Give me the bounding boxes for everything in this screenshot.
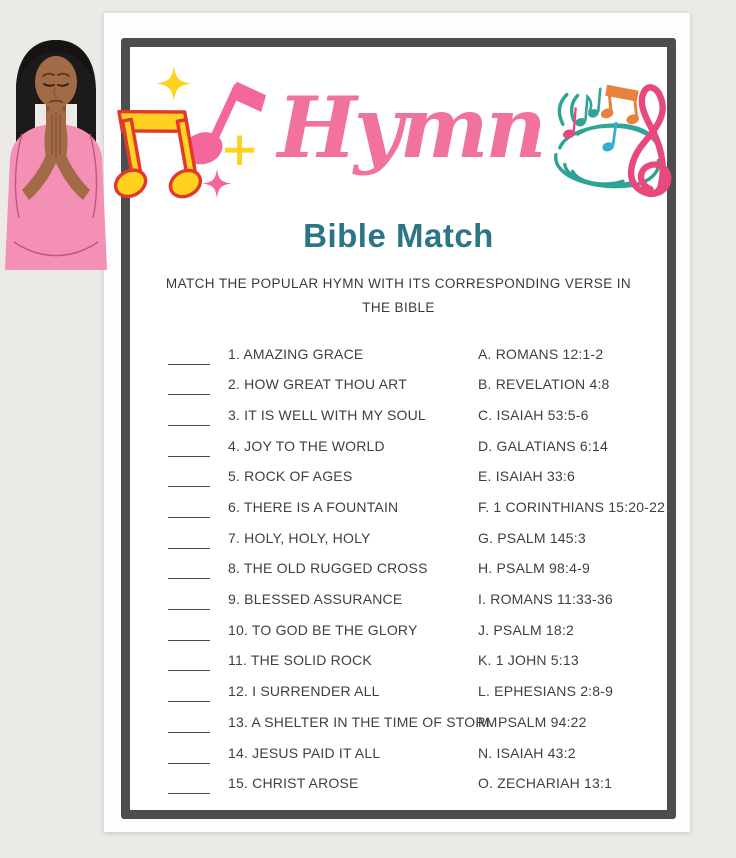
match-row: [130, 492, 667, 523]
hymn-label: 3. IT IS WELL WITH MY SOUL: [228, 406, 426, 423]
answer-blank[interactable]: [168, 792, 210, 794]
answer-blank[interactable]: [168, 516, 210, 518]
answer-blank[interactable]: [168, 762, 210, 764]
hymn-label: 15. CHRIST AROSE: [228, 775, 359, 792]
match-row: [130, 584, 667, 615]
hymn-label: 12. I SURRENDER ALL: [228, 683, 380, 700]
hymn-label: 10. TO GOD BE THE GLORY: [228, 621, 418, 638]
sparkle-icon: [203, 169, 232, 198]
worksheet-sheet: [104, 13, 690, 832]
verse-label: E. ISAIAH 33:6: [478, 468, 575, 485]
eighth-note-icon: [587, 89, 600, 119]
verse-label: B. REVELATION 4:8: [478, 376, 610, 393]
answer-blank[interactable]: [168, 700, 210, 702]
match-row: [130, 768, 667, 799]
answer-blank[interactable]: [168, 731, 210, 733]
verse-label: G. PSALM 145:3: [478, 529, 586, 546]
verse-label: A. ROMANS 12:1-2: [478, 345, 604, 362]
hymn-label: 14. JESUS PAID IT ALL: [228, 744, 381, 761]
match-row: [130, 737, 667, 768]
match-row: [130, 676, 667, 707]
answer-blank[interactable]: [168, 639, 210, 641]
answer-blank[interactable]: [168, 669, 210, 671]
verse-label: H. PSALM 98:4-9: [478, 560, 590, 577]
verse-label: F. 1 CORINTHIANS 15:20-22: [478, 499, 666, 516]
verse-label: K. 1 JOHN 5:13: [478, 652, 579, 669]
answer-blank[interactable]: [168, 608, 210, 610]
match-row: [130, 338, 667, 369]
answer-blank[interactable]: [168, 455, 210, 457]
match-row: [130, 707, 667, 738]
praying-woman-illustration: [0, 38, 112, 270]
worksheet-frame: [121, 38, 676, 819]
verse-label: C. ISAIAH 53:5-6: [478, 406, 589, 423]
answer-blank[interactable]: [168, 577, 210, 579]
verse-label: J. PSALM 18:2: [478, 621, 574, 638]
header-art: [130, 57, 667, 215]
beamed-notes-icon: [599, 85, 640, 126]
match-row: [130, 553, 667, 584]
hymn-label: 7. HOLY, HOLY, HOLY: [228, 529, 371, 546]
verse-label: N. ISAIAH 43:2: [478, 744, 576, 761]
hymn-label: 1. AMAZING GRACE: [228, 345, 364, 362]
match-row: [130, 614, 667, 645]
hymn-label: 13. A SHELTER IN THE TIME OF STORM: [228, 713, 498, 730]
hymn-label: 9. BLESSED ASSURANCE: [228, 591, 403, 608]
music-notes-left-decoration: [111, 60, 273, 212]
double-note-icon: [111, 99, 207, 212]
answer-blank[interactable]: [168, 363, 210, 365]
hymn-label: 2. HOW GREAT THOU ART: [228, 376, 407, 393]
plus-sparkle-icon: [225, 136, 254, 165]
music-swirl-decoration: [548, 71, 686, 201]
match-row: [130, 645, 667, 676]
verse-label: L. EPHESIANS 2:8-9: [478, 683, 614, 700]
match-row: [130, 430, 667, 461]
page-title: Hymn: [277, 78, 544, 177]
verse-label: I. ROMANS 11:33-36: [478, 591, 613, 608]
hymn-label: 4. JOY TO THE WORLD: [228, 437, 385, 454]
instructions-line-2: THE BIBLE: [362, 299, 435, 315]
instructions-text: [130, 272, 667, 319]
match-list: [130, 338, 667, 798]
sparkle-icon: [157, 66, 192, 101]
match-row: [130, 522, 667, 553]
answer-blank[interactable]: [168, 424, 210, 426]
answer-blank[interactable]: [168, 485, 210, 487]
hymn-label: 11. THE SOLID ROCK: [228, 652, 372, 669]
verse-label: M. PSALM 94:22: [478, 713, 587, 730]
answer-blank[interactable]: [168, 393, 210, 395]
page-subtitle: Bible Match: [303, 217, 494, 254]
match-row: [130, 369, 667, 400]
verse-label: D. GALATIANS 6:14: [478, 437, 608, 454]
hymn-label: 8. THE OLD RUGGED CROSS: [228, 560, 428, 577]
match-row: [130, 461, 667, 492]
match-row: [130, 400, 667, 431]
verse-label: O. ZECHARIAH 13:1: [478, 775, 613, 792]
answer-blank[interactable]: [168, 547, 210, 549]
hymn-label: 5. ROCK OF AGES: [228, 468, 353, 485]
hymn-label: 6. THERE IS A FOUNTAIN: [228, 499, 399, 516]
instructions-line-1: MATCH THE POPULAR HYMN WITH ITS CORRESPONDING VERSE IN: [165, 276, 632, 291]
